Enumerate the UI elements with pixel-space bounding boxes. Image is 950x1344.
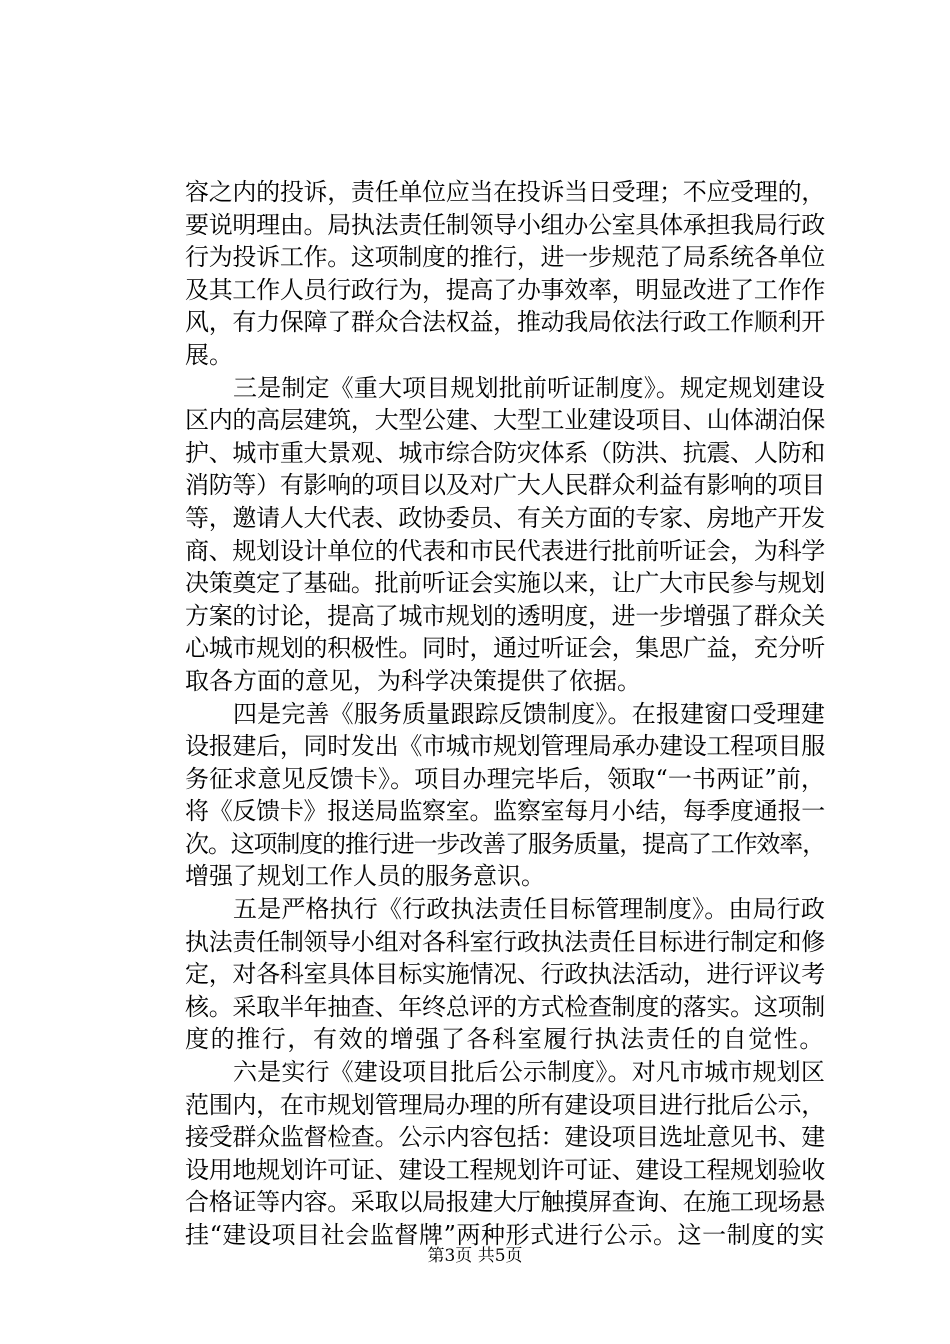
text-line: 商、规划设计单位的代表和市民代表进行批前听证会，为科学 [185,536,825,565]
text-line: 将《反馈卡》报送局监察室。监察室每月小结，每季度通报一 [185,797,825,826]
text-line: 护、城市重大景观、城市综合防灾体系（防洪、抗震、人防和 [185,438,825,467]
text-line: 及其工作人员行政行为，提高了办事效率，明显改进了工作作 [185,275,825,304]
document-body [185,176,825,1252]
text-line: 要说明理由。局执法责任制领导小组办公室具体承担我局行政 [185,210,825,239]
text-line: 设用地规划许可证、建设工程规划许可证、建设工程规划验收 [185,1155,825,1184]
text-line: 执法责任制领导小组对各科室行政执法责任目标进行制定和修 [185,927,825,956]
text-line: 次。这项制度的推行进一步改善了服务质量，提高了工作效率， [185,829,825,858]
text-line: 挂“建设项目社会监督牌”两种形式进行公示。这一制度的实 [185,1221,825,1249]
text-line: 心城市规划的积极性。同时，通过听证会，集思广益，充分听 [185,634,825,663]
text-line: 决策奠定了基础。批前听证会实施以来，让广大市民参与规划 [185,569,825,598]
text-line: 接受群众监督检查。公示内容包括：建设项目选址意见书、建 [185,1123,825,1152]
text-line: 消防等）有影响的项目以及对广大人民群众利益有影响的项目 [185,471,825,500]
text-line: 务征求意见反馈卡》。项目办理完毕后，领取“一书两证”前， [185,764,825,793]
text-line: 展。 [185,340,233,369]
text-line: 设报建后，同时发出《市城市规划管理局承办建设工程项目服 [185,732,825,761]
text-line: 四是完善《服务质量跟踪反馈制度》。在报建窗口受理建 [233,699,825,728]
text-line: 六是实行《建设项目批后公示制度》。对凡市城市规划区 [233,1058,825,1087]
text-line: 容之内的投诉，责任单位应当在投诉当日受理；不应受理的， [185,178,825,206]
text-line: 取各方面的意见，为科学决策提供了依据。 [185,666,641,695]
text-line: 度的推行，有效的增强了各科室履行执法责任的自觉性。 [185,1025,825,1054]
text-line: 定，对各科室具体目标实施情况、行政执法活动，进行评议考 [185,960,825,989]
text-line: 方案的讨论，提高了城市规划的透明度，进一步增强了群众关 [185,601,825,630]
page-footer: 第3页 共5页 [427,1246,523,1266]
text-line: 行为投诉工作。这项制度的推行，进一步规范了局系统各单位 [185,243,825,272]
text-line: 区内的高层建筑，大型公建、大型工业建设项目、山体湖泊保 [185,406,825,435]
text-line: 三是制定《重大项目规划批前听证制度》。规定规划建设 [233,373,825,402]
text-line: 合格证等内容。采取以局报建大厅触摸屏查询、在施工现场悬 [185,1188,825,1217]
text-line: 五是严格执行《行政执法责任目标管理制度》。由局行政 [233,895,825,924]
text-line: 等，邀请人大代表、政协委员、有关方面的专家、房地产开发 [185,503,825,532]
text-line: 风，有力保障了群众合法权益，推动我局依法行政工作顺利开 [185,308,825,337]
text-line: 范围内，在市规划管理局办理的所有建设项目进行批后公示， [185,1090,825,1119]
text-line: 核。采取半年抽查、年终总评的方式检查制度的落实。这项制 [185,992,825,1021]
text-line: 增强了规划工作人员的服务意识。 [185,862,545,891]
